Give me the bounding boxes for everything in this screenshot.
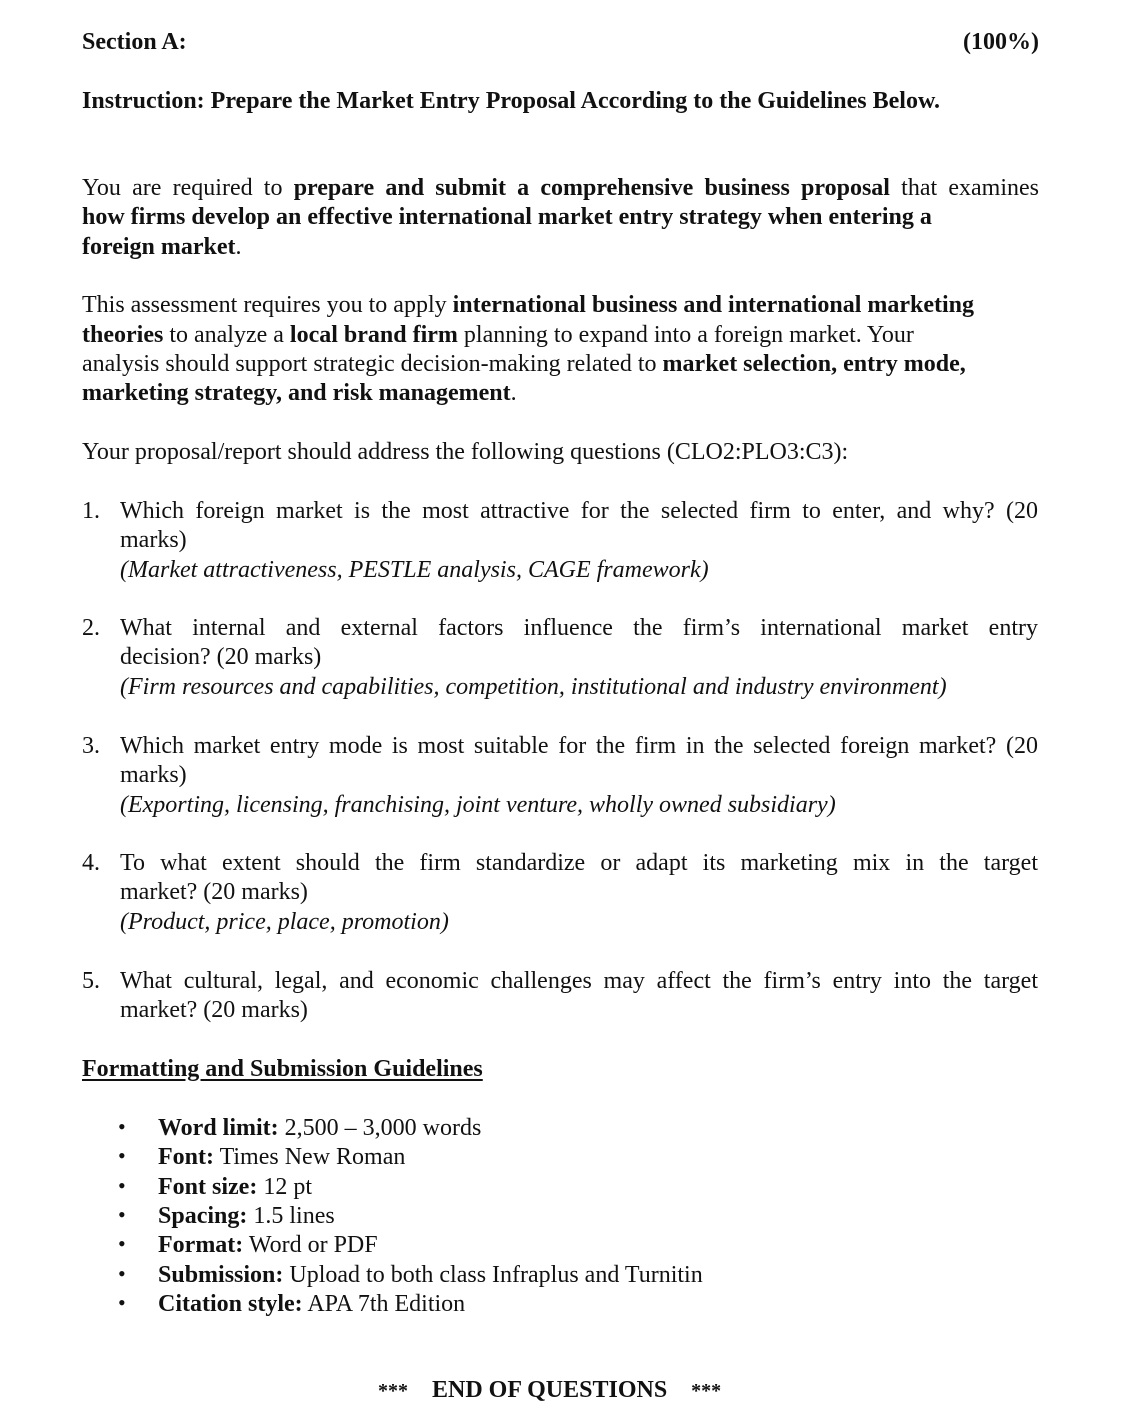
bullet-icon: • [118,1290,126,1315]
section-title: Section A: [82,29,187,55]
bullet-icon: • [118,1173,126,1198]
guideline-item-word-limit: • Word limit: 2,500 – 3,000 words [118,1114,482,1141]
question-hint: (Market attractiveness, PESTLE analysis, CAGE framework) [120,557,709,583]
bullet-icon: • [118,1143,126,1168]
question-hint: (Exporting, licensing, franchising, joint venture, wholly owned subsidiary) [120,792,836,818]
bullet-icon: • [118,1261,126,1286]
guideline-item-font: • Font: Times New Roman [118,1143,406,1170]
section-weight: (100%) [963,29,1039,55]
question-hint: (Firm resources and capabilities, competition, institutional and industry environment) [120,674,947,700]
bullet-icon: • [118,1114,126,1139]
guideline-item-format: • Format: Word or PDF [118,1231,378,1258]
questions-intro: Your proposal/report should address the following questions (CLO2:PLO3:C3): [82,439,849,465]
guideline-item-font-size: • Font size: 12 pt [118,1173,312,1200]
bullet-icon: • [118,1231,126,1256]
guideline-item-spacing: • Spacing: 1.5 lines [118,1202,335,1229]
end-of-questions: *** END OF QUESTIONS *** [378,1377,722,1403]
bullet-icon: • [118,1202,126,1227]
guideline-item-submission: • Submission: Upload to both class Infraplus and Turnitin [118,1261,703,1288]
guidelines-title: Formatting and Submission Guidelines [82,1056,483,1082]
instruction-heading: Instruction: Prepare the Market Entry Proposal According to the Guidelines Below. [82,88,940,114]
question-hint: (Product, price, place, promotion) [120,909,449,935]
guideline-item-citation-style: • Citation style: APA 7th Edition [118,1290,466,1317]
